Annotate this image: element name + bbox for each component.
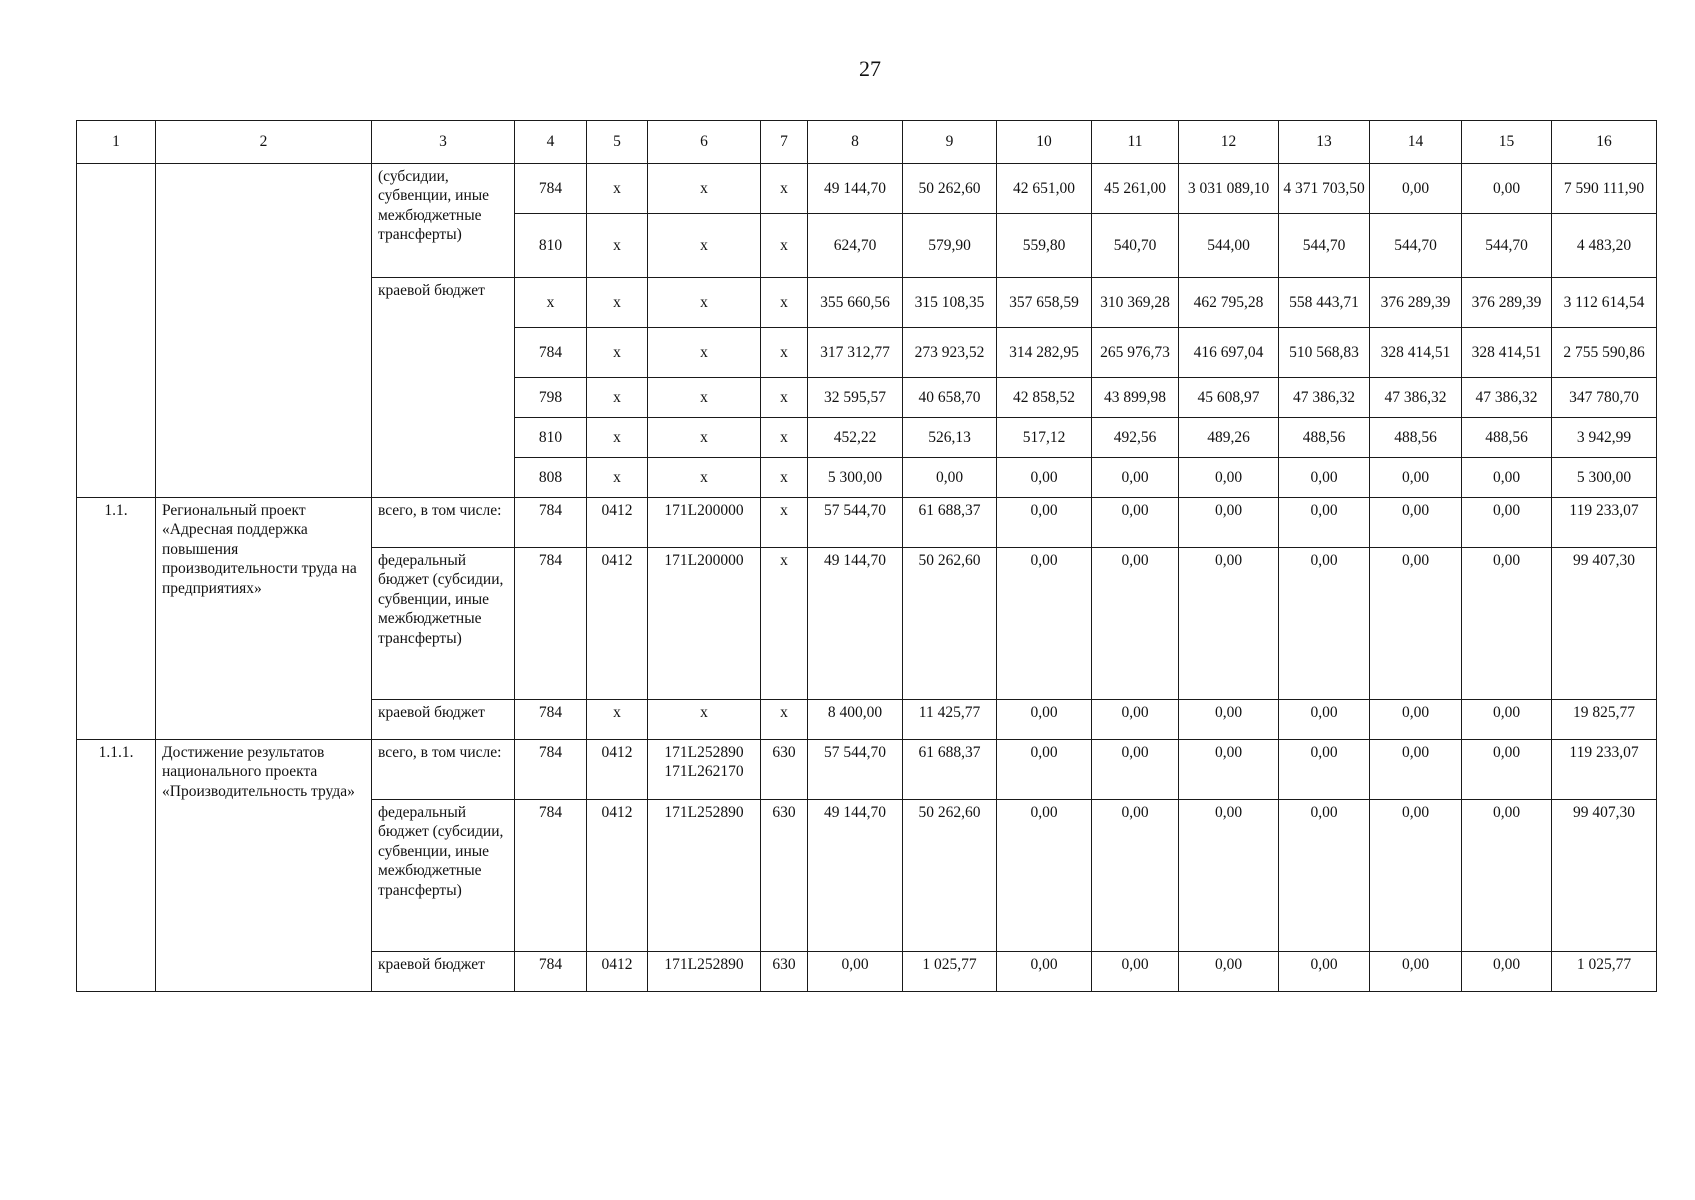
column-header: 4 bbox=[515, 121, 587, 164]
table-cell: x bbox=[587, 164, 648, 214]
table-cell: x bbox=[587, 214, 648, 278]
table-cell: 171L252890 171L262170 bbox=[648, 740, 761, 800]
table-cell: x bbox=[761, 418, 808, 458]
table-cell: 798 bbox=[515, 378, 587, 418]
table-cell: 0,00 bbox=[1462, 548, 1552, 700]
table-cell: 99 407,30 bbox=[1552, 800, 1657, 952]
table-cell: 119 233,07 bbox=[1552, 740, 1657, 800]
table-cell: 0,00 bbox=[1462, 498, 1552, 548]
table-cell: 784 bbox=[515, 952, 587, 992]
table-cell: 2 755 590,86 bbox=[1552, 328, 1657, 378]
table-cell: x bbox=[648, 458, 761, 498]
source-label: федеральный бюджет (субсидии, субвенции, иные межбюджетные трансферты) bbox=[372, 548, 515, 700]
table-cell: 0,00 bbox=[1179, 458, 1279, 498]
table-cell: 0,00 bbox=[997, 700, 1092, 740]
table-cell: 0,00 bbox=[1179, 700, 1279, 740]
table-cell: 5 300,00 bbox=[808, 458, 903, 498]
table-cell: 526,13 bbox=[903, 418, 997, 458]
table-cell: 4 483,20 bbox=[1552, 214, 1657, 278]
table-cell: 0,00 bbox=[808, 952, 903, 992]
source-label: федеральный бюджет (субсидии, субвенции, иные межбюджетные трансферты) bbox=[372, 800, 515, 952]
table-cell: 314 282,95 bbox=[997, 328, 1092, 378]
table-cell: 119 233,07 bbox=[1552, 498, 1657, 548]
column-header: 15 bbox=[1462, 121, 1552, 164]
item-name: Достижение результатов национального проекта «Производительность труда» bbox=[156, 740, 372, 992]
table-row bbox=[77, 164, 1657, 214]
table-cell: 0,00 bbox=[1462, 700, 1552, 740]
column-header: 8 bbox=[808, 121, 903, 164]
table-cell: 544,70 bbox=[1279, 214, 1370, 278]
table-cell: 0,00 bbox=[1370, 700, 1462, 740]
table-cell: 49 144,70 bbox=[808, 800, 903, 952]
header-row bbox=[77, 121, 1657, 164]
table-cell: 630 bbox=[761, 952, 808, 992]
table-cell: 45 261,00 bbox=[1092, 164, 1179, 214]
table-cell: 357 658,59 bbox=[997, 278, 1092, 328]
table-cell: x bbox=[761, 164, 808, 214]
table-cell: 0,00 bbox=[1092, 800, 1179, 952]
table-cell: 452,22 bbox=[808, 418, 903, 458]
table-cell: 1 025,77 bbox=[903, 952, 997, 992]
table-cell: 0412 bbox=[587, 800, 648, 952]
table-cell: 273 923,52 bbox=[903, 328, 997, 378]
table-cell: 47 386,32 bbox=[1462, 378, 1552, 418]
table-cell: x bbox=[648, 278, 761, 328]
table-cell: 0,00 bbox=[1279, 548, 1370, 700]
table-cell: 0,00 bbox=[1092, 952, 1179, 992]
source-label: краевой бюджет bbox=[372, 952, 515, 992]
table-cell: x bbox=[761, 700, 808, 740]
table-cell: 544,70 bbox=[1370, 214, 1462, 278]
table-cell: 0,00 bbox=[1092, 498, 1179, 548]
table-cell: x bbox=[515, 278, 587, 328]
item-number: 1.1.1. bbox=[77, 740, 156, 992]
table-cell: 462 795,28 bbox=[1179, 278, 1279, 328]
table-cell: 171L200000 bbox=[648, 498, 761, 548]
table-cell: 0,00 bbox=[1279, 458, 1370, 498]
column-header: 12 bbox=[1179, 121, 1279, 164]
table-cell: x bbox=[587, 458, 648, 498]
table-cell: x bbox=[648, 328, 761, 378]
item-name: Региональный проект «Адресная поддержка повышения производительности труда на предприятиях» bbox=[156, 498, 372, 740]
table-cell: x bbox=[761, 378, 808, 418]
column-header: 5 bbox=[587, 121, 648, 164]
table-cell: 0,00 bbox=[1092, 548, 1179, 700]
table-cell: 808 bbox=[515, 458, 587, 498]
table-cell: 0,00 bbox=[1279, 498, 1370, 548]
table-cell: 50 262,60 bbox=[903, 164, 997, 214]
column-header: 1 bbox=[77, 121, 156, 164]
table-cell: 630 bbox=[761, 740, 808, 800]
table-cell: x bbox=[648, 700, 761, 740]
column-header: 7 bbox=[761, 121, 808, 164]
table-cell: 630 bbox=[761, 800, 808, 952]
table-cell: x bbox=[648, 418, 761, 458]
table-cell: 0412 bbox=[587, 498, 648, 548]
column-header: 10 bbox=[997, 121, 1092, 164]
table-cell: 40 658,70 bbox=[903, 378, 997, 418]
table-row bbox=[77, 740, 1657, 800]
table-cell: x bbox=[761, 458, 808, 498]
table-cell: x bbox=[587, 378, 648, 418]
column-header: 16 bbox=[1552, 121, 1657, 164]
table-cell: 317 312,77 bbox=[808, 328, 903, 378]
table-cell: 0,00 bbox=[997, 458, 1092, 498]
table-cell: 57 544,70 bbox=[808, 498, 903, 548]
table-cell: 32 595,57 bbox=[808, 378, 903, 418]
table-cell: x bbox=[587, 328, 648, 378]
table-cell: 0,00 bbox=[1279, 800, 1370, 952]
table-cell: 624,70 bbox=[808, 214, 903, 278]
table-cell: 559,80 bbox=[997, 214, 1092, 278]
source-label: всего, в том числе: bbox=[372, 740, 515, 800]
table-cell: 492,56 bbox=[1092, 418, 1179, 458]
table-cell: 171L200000 bbox=[648, 548, 761, 700]
table-cell: 784 bbox=[515, 548, 587, 700]
table-cell: 810 bbox=[515, 418, 587, 458]
table-cell: 0,00 bbox=[1370, 164, 1462, 214]
column-header: 3 bbox=[372, 121, 515, 164]
column-header: 6 bbox=[648, 121, 761, 164]
item-number: 1.1. bbox=[77, 498, 156, 740]
table-cell: 0,00 bbox=[1279, 700, 1370, 740]
source-label: краевой бюджет bbox=[372, 278, 515, 498]
table-cell: 0,00 bbox=[1179, 548, 1279, 700]
table-cell: 1 025,77 bbox=[1552, 952, 1657, 992]
table-cell: 558 443,71 bbox=[1279, 278, 1370, 328]
table-cell: x bbox=[761, 328, 808, 378]
table-cell: 784 bbox=[515, 328, 587, 378]
table-cell: 0,00 bbox=[1179, 952, 1279, 992]
column-header: 11 bbox=[1092, 121, 1179, 164]
table-cell: 0,00 bbox=[1370, 548, 1462, 700]
table-cell: 0,00 bbox=[1092, 700, 1179, 740]
table-cell: 784 bbox=[515, 700, 587, 740]
table-cell: 544,70 bbox=[1462, 214, 1552, 278]
column-header: 9 bbox=[903, 121, 997, 164]
table-cell: 0412 bbox=[587, 548, 648, 700]
table-cell: x bbox=[587, 418, 648, 458]
table-cell: 57 544,70 bbox=[808, 740, 903, 800]
table-cell: 11 425,77 bbox=[903, 700, 997, 740]
table-cell: 0,00 bbox=[1462, 800, 1552, 952]
table-cell: 355 660,56 bbox=[808, 278, 903, 328]
table-cell: 0,00 bbox=[1462, 952, 1552, 992]
table-cell: x bbox=[648, 164, 761, 214]
table-cell: 310 369,28 bbox=[1092, 278, 1179, 328]
table-cell: 517,12 bbox=[997, 418, 1092, 458]
table-cell: 7 590 111,90 bbox=[1552, 164, 1657, 214]
table-cell: 0,00 bbox=[1092, 458, 1179, 498]
table-cell: 61 688,37 bbox=[903, 498, 997, 548]
table-cell: 3 942,99 bbox=[1552, 418, 1657, 458]
table-cell: 0,00 bbox=[997, 800, 1092, 952]
table-cell: 784 bbox=[515, 498, 587, 548]
table-cell: 488,56 bbox=[1370, 418, 1462, 458]
table-cell: 328 414,51 bbox=[1370, 328, 1462, 378]
column-header: 2 bbox=[156, 121, 372, 164]
table-cell: 265 976,73 bbox=[1092, 328, 1179, 378]
table-cell: 19 825,77 bbox=[1552, 700, 1657, 740]
table-cell: 47 386,32 bbox=[1370, 378, 1462, 418]
table-cell: 347 780,70 bbox=[1552, 378, 1657, 418]
table-cell: 784 bbox=[515, 164, 587, 214]
table-cell: 4 371 703,50 bbox=[1279, 164, 1370, 214]
table-cell: 0,00 bbox=[1462, 740, 1552, 800]
table-cell: 3 112 614,54 bbox=[1552, 278, 1657, 328]
table-cell: 0,00 bbox=[1370, 498, 1462, 548]
table-cell: 0,00 bbox=[997, 740, 1092, 800]
table-cell: 489,26 bbox=[1179, 418, 1279, 458]
table-cell: 61 688,37 bbox=[903, 740, 997, 800]
table-cell: 540,70 bbox=[1092, 214, 1179, 278]
table-cell: 47 386,32 bbox=[1279, 378, 1370, 418]
table-cell: 810 bbox=[515, 214, 587, 278]
table-cell: 0412 bbox=[587, 952, 648, 992]
table-cell: 0,00 bbox=[997, 498, 1092, 548]
table-cell: x bbox=[761, 498, 808, 548]
number-cell-empty bbox=[77, 164, 156, 498]
table-cell: 0,00 bbox=[997, 952, 1092, 992]
table-cell: 579,90 bbox=[903, 214, 997, 278]
table-cell: 0,00 bbox=[997, 548, 1092, 700]
table-cell: 0,00 bbox=[1179, 740, 1279, 800]
budget-table bbox=[76, 120, 1657, 992]
table-cell: 49 144,70 bbox=[808, 164, 903, 214]
table-cell: 328 414,51 bbox=[1462, 328, 1552, 378]
table-cell: 0,00 bbox=[1370, 952, 1462, 992]
table-row bbox=[77, 498, 1657, 548]
table-cell: 5 300,00 bbox=[1552, 458, 1657, 498]
table-cell: 376 289,39 bbox=[1370, 278, 1462, 328]
table-cell: x bbox=[648, 378, 761, 418]
table-cell: x bbox=[587, 700, 648, 740]
table-cell: 0,00 bbox=[1179, 498, 1279, 548]
table-cell: 544,00 bbox=[1179, 214, 1279, 278]
table-cell: 315 108,35 bbox=[903, 278, 997, 328]
table-cell: 50 262,60 bbox=[903, 800, 997, 952]
table-cell: 0,00 bbox=[1179, 800, 1279, 952]
column-header: 14 bbox=[1370, 121, 1462, 164]
table-cell: 0,00 bbox=[1092, 740, 1179, 800]
table-cell: 0,00 bbox=[1279, 740, 1370, 800]
table-cell: 42 651,00 bbox=[997, 164, 1092, 214]
table-cell: 0,00 bbox=[1462, 458, 1552, 498]
source-label: всего, в том числе: bbox=[372, 498, 515, 548]
table-cell: 0412 bbox=[587, 740, 648, 800]
table-cell: 0,00 bbox=[1370, 800, 1462, 952]
table-cell: 50 262,60 bbox=[903, 548, 997, 700]
table-cell: 42 858,52 bbox=[997, 378, 1092, 418]
source-label: краевой бюджет bbox=[372, 700, 515, 740]
page-number: 27 bbox=[859, 56, 881, 81]
table-cell: 3 031 089,10 bbox=[1179, 164, 1279, 214]
table-cell: x bbox=[761, 278, 808, 328]
table-cell: 45 608,97 bbox=[1179, 378, 1279, 418]
name-cell-empty bbox=[156, 164, 372, 498]
table-cell: 488,56 bbox=[1279, 418, 1370, 458]
table-cell: 0,00 bbox=[1370, 740, 1462, 800]
table-body bbox=[77, 121, 1657, 992]
source-label: (субсидии, субвенции, иные межбюджетные трансферты) bbox=[372, 164, 515, 278]
column-header: 13 bbox=[1279, 121, 1370, 164]
table-cell: 0,00 bbox=[1370, 458, 1462, 498]
table-cell: 784 bbox=[515, 800, 587, 952]
table-cell: x bbox=[648, 214, 761, 278]
table-cell: x bbox=[761, 214, 808, 278]
table-cell: 0,00 bbox=[1462, 164, 1552, 214]
table-cell: x bbox=[587, 278, 648, 328]
table-cell: 0,00 bbox=[903, 458, 997, 498]
table-cell: 171L252890 bbox=[648, 952, 761, 992]
table-cell: 510 568,83 bbox=[1279, 328, 1370, 378]
table-cell: 784 bbox=[515, 740, 587, 800]
table-cell: 416 697,04 bbox=[1179, 328, 1279, 378]
table-cell: 8 400,00 bbox=[808, 700, 903, 740]
table-cell: 171L252890 bbox=[648, 800, 761, 952]
table-cell: x bbox=[761, 548, 808, 700]
table-cell: 488,56 bbox=[1462, 418, 1552, 458]
table-cell: 43 899,98 bbox=[1092, 378, 1179, 418]
table-cell: 376 289,39 bbox=[1462, 278, 1552, 328]
table-cell: 99 407,30 bbox=[1552, 548, 1657, 700]
table-cell: 0,00 bbox=[1279, 952, 1370, 992]
table-cell: 49 144,70 bbox=[808, 548, 903, 700]
